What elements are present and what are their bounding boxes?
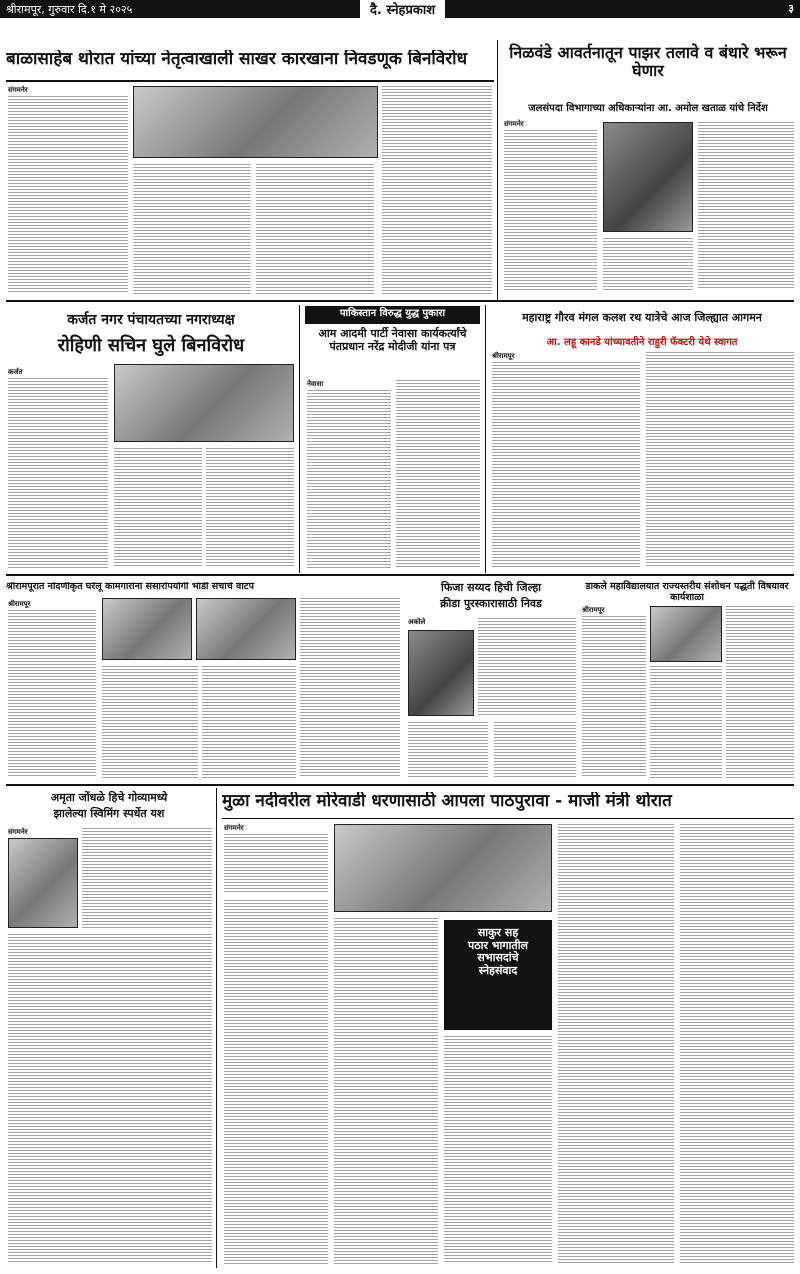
article4-kicker: पाकिस्तान विरुद्ध युद्ध पुकारा [339,308,446,319]
article8-body-col2 [650,666,722,778]
article8-photo [650,606,722,662]
article4-dateline: नेवासा [307,380,324,388]
article6-dateline: श्रीरामपूर [8,600,31,608]
article1-dateline: संगमनेर [8,86,28,94]
article5-dateline: श्रीरामपूर [492,352,515,360]
article8-body-col1 [582,616,646,778]
article9-headline-line2: झालेल्या स्विमिंग स्पर्धेत यश [53,807,165,820]
divider [6,80,494,82]
article10-headline: मुळा नदीवरील मोरेवाडी धरणासाठी आपला पाठपुरावा - माजी मंत्री थोरात [222,792,672,811]
article4-body-col1 [307,390,391,568]
article1-body-col3 [256,164,374,294]
article5-subhead: आ. लहू कानडे यांच्यावतीने राहुरी फॅक्टरी येथे स्वागत [546,337,738,348]
article8-body-col3 [726,606,794,778]
article3-dateline: कर्जत [8,368,23,376]
column-divider [299,305,300,573]
article9-body-col1 [82,828,212,928]
article3-headline-line1: कर्जत नगर पंचायतच्या नगराध्यक्ष [67,312,235,328]
article8-headline: डाकले महाविद्यालयात राज्यस्तरीय संशोधन पद्धती विषयावर कार्यशाळा [585,581,789,603]
article7-dateline: अकोले [408,618,426,626]
article1-headline: बाळासाहेब थोरात यांच्या नेतृत्वाखाली साखर कारखाना निवडणूक बिनविरोध [6,50,468,69]
article5-headline: महाराष्ट्र गौरव मंगल कलश रथ यात्रेचे आज जिल्ह्यात आगमन [522,311,762,324]
article1-body-col2 [133,164,251,294]
article4-kicker-box [305,306,480,324]
article7-body-col3 [494,722,576,778]
article3-body-col1 [8,378,108,568]
newspaper-name: दै. स्नेहप्रकाश [360,0,445,18]
section-divider [6,574,794,576]
article8-dateline: श्रीरामपूर [582,606,605,614]
page-header [0,0,800,18]
article10-body-col5 [558,824,674,1264]
divider [222,818,794,819]
article6-photo-left [102,598,192,660]
article6-body-col2 [102,666,198,778]
article10-pullquote-box [444,920,552,1030]
article2-body-col1 [504,130,597,290]
article10-body-col1 [224,834,328,894]
article6-body-col3 [202,666,296,778]
article2-dateline: संगमनेर [504,120,524,128]
article6-photo-right [196,598,296,660]
article9-dateline: संगमनेर [8,828,28,836]
article6-body-col4 [300,598,400,778]
section-divider [6,784,794,786]
pullquote-line2: पठार भागातील [467,938,529,952]
column-divider [216,788,217,1268]
article9-headline-line1: अमृता जोंधळे हिचे गोव्यामध्ये [50,791,168,804]
article7-body-col1 [478,618,576,716]
section-divider [6,300,794,302]
article2-subhead: जलसंपदा विभागाच्या अधिकाऱ्यांना आ. अमोल खताळ यांचे निर्देश [528,103,768,114]
article1-body-col4 [382,86,492,294]
article2-headline: निळवंडे आवर्तनातून पाझर तलावे व बंधारे भरून घेणार [509,43,787,81]
article2-body-col3 [698,122,794,290]
article9-photo [8,838,78,928]
article3-headline-line2: रोहिणी सचिन घुले बिनविरोध [57,335,245,356]
article10-dateline: संगमनेर [224,824,244,832]
article4-headline: आम आदमी पार्टी नेवासा कार्यकर्त्यांचे पंतप्रधान नरेंद्र मोदीजी यांना पत्र [318,327,467,353]
article9-body-col2 [8,934,212,1264]
article7-headline-line2: क्रीडा पुरस्कारासाठी निवड [440,597,542,610]
header-date: श्रीरामपूर, गुरुवार दि.१ मे २०२५ [6,3,133,16]
article7-headline-line1: फिजा सय्यद हिची जिल्हा [440,581,542,594]
article3-body-col2 [114,448,202,568]
article2-portrait-photo [603,122,693,232]
pullquote-line1: साकुर सह [477,926,519,939]
page-number: ३ [788,2,794,15]
article1-body-col1 [8,96,128,294]
article2-body-col2 [603,238,693,290]
column-divider [485,305,486,573]
article7-photo [408,630,474,716]
article7-body-col2 [408,722,488,778]
article10-body-col6 [680,824,794,1264]
article3-body-col3 [206,448,294,568]
article1-group-photo [133,86,378,158]
article4-body-col2 [396,380,480,568]
pullquote-line3: सभासदांचे [477,951,519,965]
pullquote-line4: स्नेहसंवाद [478,963,518,977]
article3-group-photo [114,364,294,442]
article10-body-col3 [334,918,438,1264]
article10-body-col4 [444,1036,552,1264]
article10-body-col2 [224,900,328,1264]
column-divider [497,40,498,300]
article6-headline: श्रीरामपूरात नोंदणीकृत घरेलू कामगारांना संसारोपयोगी भांडी संचाचे वाटप [6,582,254,592]
article5-body-col2 [646,352,794,568]
article10-photo [334,824,552,912]
article6-body-col1 [8,610,96,778]
article5-body-col1 [492,362,640,568]
